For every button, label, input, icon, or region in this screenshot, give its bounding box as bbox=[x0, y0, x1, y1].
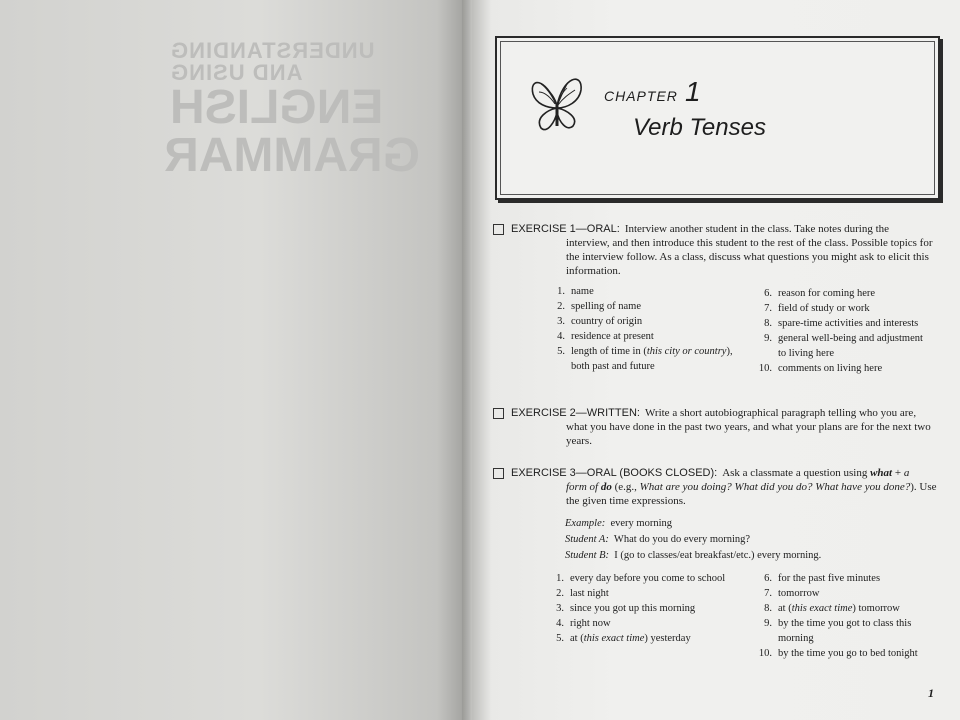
exercise-1-list-right bbox=[750, 286, 930, 376]
exercise-2 bbox=[493, 406, 943, 448]
exercise-1 bbox=[493, 222, 943, 278]
ghost-line-2: ENGLISH bbox=[170, 81, 384, 134]
list-item: 9. by the time you got to class this morning bbox=[764, 618, 912, 644]
list-item: 10. by the time you go to bed tonight bbox=[758, 648, 918, 659]
list-item: 1. every day before you come to school bbox=[556, 573, 726, 584]
list-item: 4. right now bbox=[556, 618, 611, 629]
list-item: 3. since you got up this morning bbox=[556, 603, 696, 614]
exercise-3-instructions: form of do (e.g., What are you doing? What did you do? What have you done?). Use the given time expressions. bbox=[566, 481, 937, 507]
list-item: 1. name bbox=[557, 286, 594, 297]
list-item: 3. country of origin bbox=[557, 316, 643, 327]
left-page bbox=[0, 0, 470, 720]
chapter-label: CHAPTER bbox=[604, 88, 678, 104]
butterfly-icon bbox=[527, 68, 587, 138]
list-item: 10. comments on living here bbox=[758, 363, 883, 374]
exercise-3-instructions-line1: Ask a classmate a question using what + a bbox=[722, 467, 910, 479]
chapter-title: Verb Tenses bbox=[633, 114, 766, 141]
list-item: 2. last night bbox=[556, 588, 609, 599]
student-b-text: I (go to classes/eat breakfast/etc.) every morning. bbox=[614, 550, 822, 561]
list-item: 4. residence at present bbox=[557, 331, 654, 342]
exercise-1-label: EXERCISE 1—ORAL: bbox=[511, 223, 620, 235]
exercise-1-instructions: interview, and then introduce this student to the rest of the class. Possible topics for the interview follow. As a class, discuss what questions you might ask to elicit this information. bbox=[566, 237, 933, 277]
student-a-text: What do you do every morning? bbox=[613, 534, 751, 545]
exercise-3-label: EXERCISE 3—ORAL (BOOKS CLOSED): bbox=[511, 467, 718, 479]
exercise-1-list-left bbox=[543, 284, 748, 374]
exercise-3-example bbox=[565, 516, 821, 564]
exercise-3-checkbox[interactable] bbox=[493, 468, 504, 479]
ghost-line-3: GRAMMAR bbox=[164, 129, 420, 182]
list-item: 2. spelling of name bbox=[557, 301, 641, 312]
list-item: 8. at (this exact time) tomorrow bbox=[764, 603, 900, 614]
exercise-2-instructions: what you have done in the past two years, and what your plans are for the next two years. bbox=[566, 421, 931, 447]
page-number: 1 bbox=[928, 686, 934, 700]
exercise-3-list-left bbox=[542, 571, 742, 646]
student-a-label: Student A: bbox=[565, 534, 609, 545]
list-item: 9. general well-being and adjustment to living here bbox=[764, 333, 923, 359]
bleed-through-cover-text bbox=[164, 38, 420, 182]
list-item: 7. field of study or work bbox=[764, 303, 870, 314]
list-item: 5. at (this exact time) yesterday bbox=[556, 633, 691, 644]
exercise-2-label: EXERCISE 2—WRITTEN: bbox=[511, 407, 640, 419]
example-text: every morning bbox=[610, 518, 673, 529]
exercise-3 bbox=[493, 466, 943, 508]
list-item: 7. tomorrow bbox=[764, 588, 820, 599]
list-item: 6. reason for coming here bbox=[764, 288, 876, 299]
list-item: 5. length of time in (this city or country), both past and future bbox=[557, 346, 733, 372]
exercise-1-instructions-line1: Interview another student in the class. Take notes during the bbox=[624, 223, 890, 235]
chapter-number: 1 bbox=[685, 76, 701, 107]
exercise-2-instructions-line1: Write a short autobiographical paragraph telling who you are, bbox=[644, 407, 917, 419]
exercise-3-list-right bbox=[750, 571, 940, 661]
list-item: 8. spare-time activities and interests bbox=[764, 318, 919, 329]
exercise-1-checkbox[interactable] bbox=[493, 224, 504, 235]
list-item: 6. for the past five minutes bbox=[764, 573, 881, 584]
student-b-label: Student B: bbox=[565, 550, 610, 561]
example-label: Example: bbox=[565, 518, 606, 529]
ghost-line-1: UNDERSTANDING AND USING bbox=[170, 38, 375, 85]
exercise-2-checkbox[interactable] bbox=[493, 408, 504, 419]
chapter-header-box bbox=[495, 36, 940, 200]
